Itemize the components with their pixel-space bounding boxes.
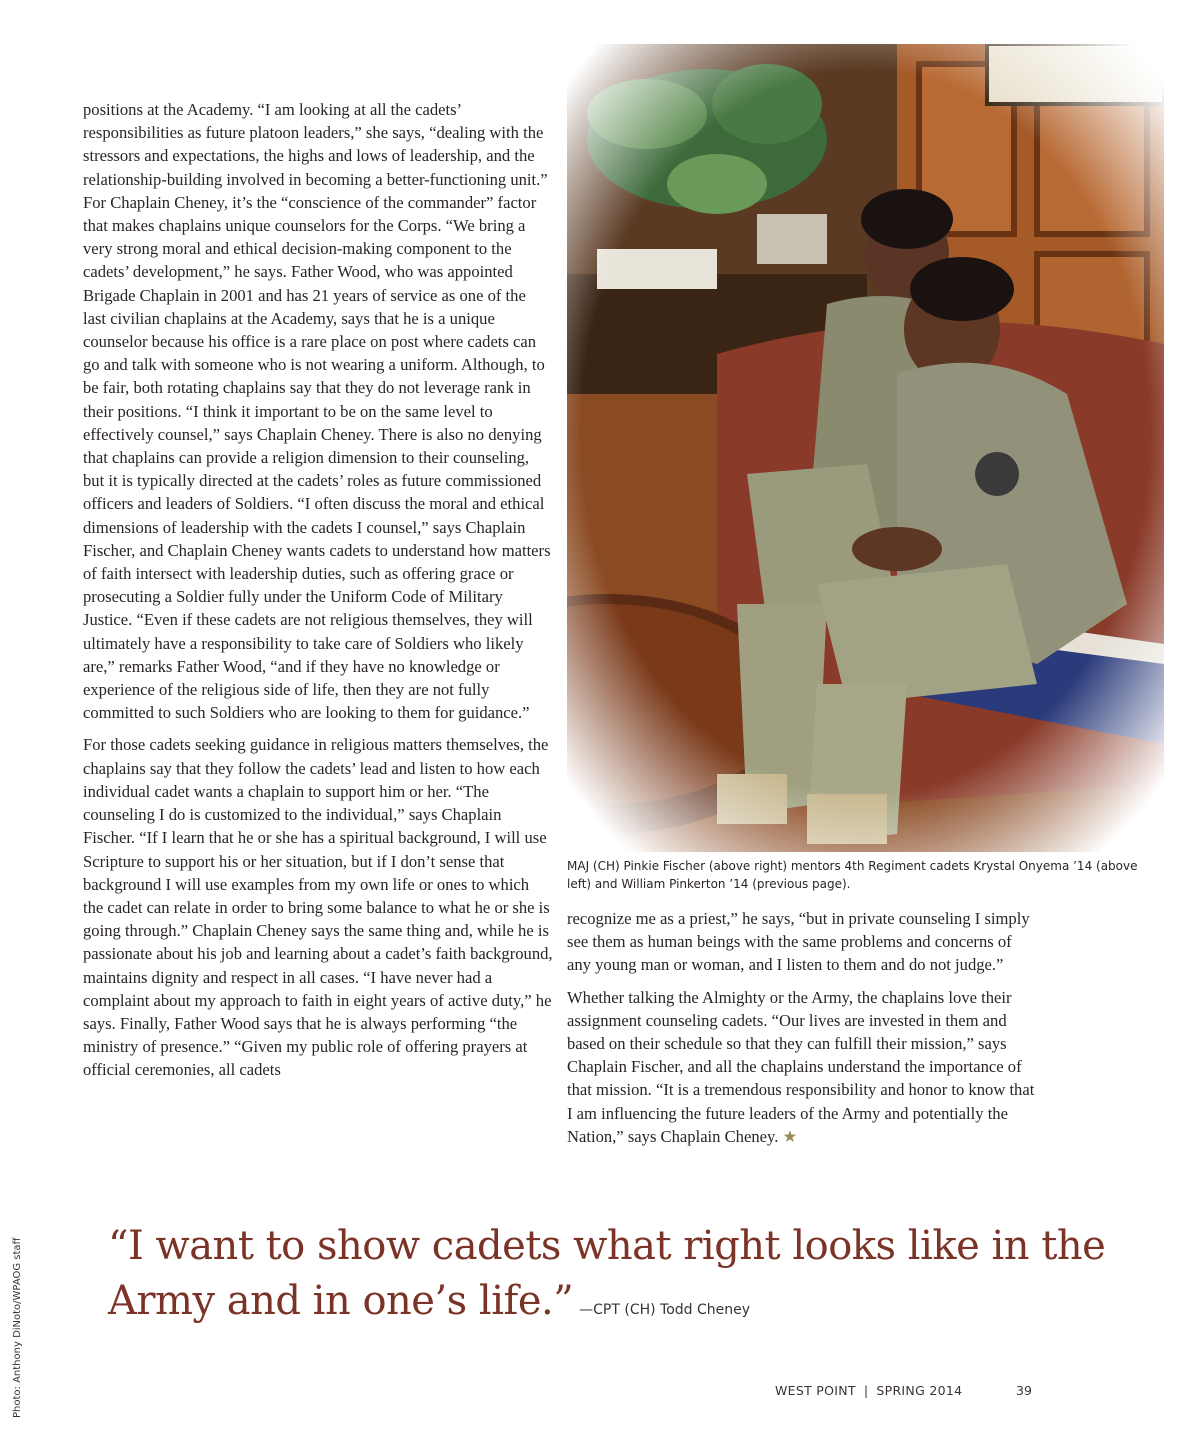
issue-label: SPRING 2014: [876, 1383, 963, 1398]
body-paragraph-text: Whether talking the Almighty or the Army, the chaplains love their assignment counseling cadets. “Our lives are invested in them and based on their schedule so that they can fulfill their mission,” says Chaplain Fischer, and all the chaplains understand the importance of that mission. “It is a tremendous responsibility and honor to know that I am influencing the future leaders of the Army and potentially the Nation,” says Chaplain Cheney.: [567, 987, 1035, 1146]
pull-quote-attribution: —CPT (CH) Todd Cheney: [579, 1302, 751, 1318]
page-number: 39: [1016, 1383, 1032, 1398]
footer-publication: [775, 1383, 962, 1398]
right-text-column: [567, 907, 1037, 1157]
body-paragraph: [567, 986, 1037, 1148]
photo-caption: MAJ (CH) Pinkie Fischer (above right) mentors 4th Regiment cadets Krystal Onyema ’14 (above left) and William Pinkerton ’14 (previous page).: [567, 859, 1138, 891]
photo-credit: Photo: Anthony DiNoto/WPAOG staff: [12, 1237, 23, 1418]
publication-name: WEST POINT: [775, 1383, 856, 1398]
end-mark-star-icon: ★: [782, 1126, 798, 1146]
pull-quote-text: “I want to show cadets what right looks like in the Army and in one’s life.”: [108, 1223, 1106, 1324]
body-paragraph: For those cadets seeking guidance in religious matters themselves, the chaplains say that they follow the cadets’ lead and listen to how each individual cadet wants a chaplain to support him or her. “The counseling I do is customized to the individual,” says Chaplain Fischer. “If I learn that he or she has a spiritual background, I will use Scripture to support his or her situation, but if I don’t sense that background I will use examples from my own life or ones to which the cadet can relate in order to bring some balance to what he or she is going through.” Chaplain Cheney says the same thing and, while he is passionate about his job and learning about a cadet’s faith background, maintains dignity and respect in all cases. “I have never had a complaint about my approach to faith in eight years of active duty,” he says. Finally, Father Wood says that he is always performing “the ministry of presence.” “Given my public role of offering prayers at official ceremonies, all cadets: [83, 735, 553, 1080]
body-paragraph: positions at the Academy. “I am looking at all the cadets’ responsibilities as future platoon leaders,” she says, “dealing with the stressors and expectations, the highs and lows of leadership, and the relationship-building involved in becoming a better-functioning unit.” For Chaplain Cheney, it’s the “conscience of the commander” factor that makes chaplains unique counselors for the Corps. “We bring a very strong moral and ethical decision-making component to the cadets’ development,” he says. Father Wood, who was appointed Brigade Chaplain in 2001 and has 21 years of service as one of the last civilian chaplains at the Academy, says that he is a unique counselor because his office is a rare place on post where cadets can go and talk with someone who is not wearing a uniform. Although, to be fair, both rotating chaplains say that they do not leverage rank in their positions. “I think it important to be on the same level to effectively counsel,” says Chaplain Cheney. There is also no denying that chaplains can provide a religion dimension to their counseling, but it is typically directed at the cadets’ roles as future commissioned officers and leaders of Soldiers. “I often discuss the moral and ethical dimensions of leadership with the cadets I counsel,” says Chaplain Fischer, and Chaplain Cheney wants cadets to understand how matters of faith intersect with leadership duties, such as offering grace or prosecuting a Soldier fully under the Uniform Code of Military Justice. “Even if these cadets are not religious themselves, they will ultimately have a responsibility to take care of Soldiers who likely are,” remarks Father Wood, “and if they have no knowledge or experience of the religious side of life, then they are not fully committed to such Soldiers who are looking to them for guidance.”: [83, 100, 551, 723]
body-paragraph: recognize me as a priest,” he says, “but in private counseling I simply see them as human beings with the same problems and concerns of any young man or woman, and I listen to them and do not judge.”: [567, 909, 1030, 975]
pull-quote: [108, 1219, 1108, 1338]
chaplain-mentoring-photo: [567, 44, 1164, 852]
left-text-column: [83, 98, 553, 1091]
footer-separator: |: [863, 1383, 869, 1398]
